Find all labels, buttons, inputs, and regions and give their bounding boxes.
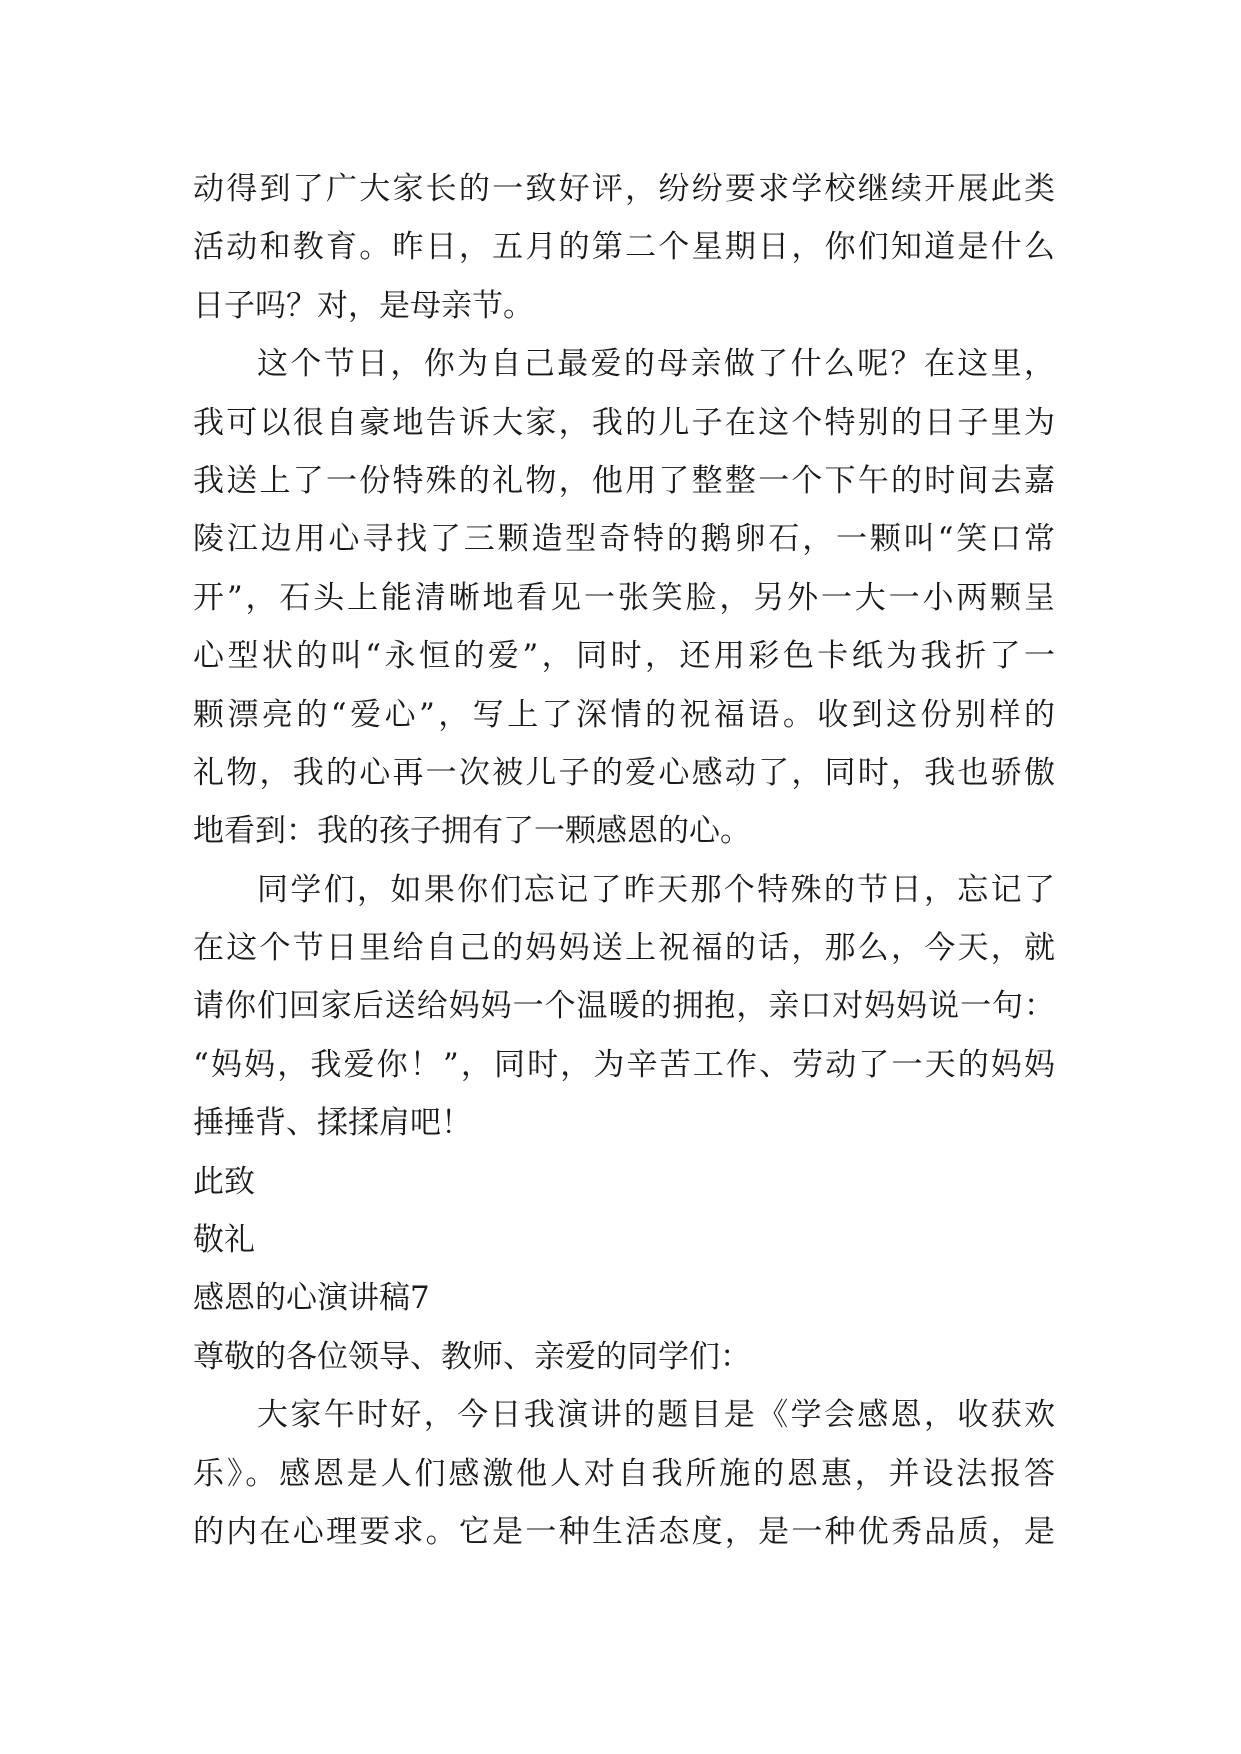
text-line: 动得到了广大家长的一致好评，纷纷要求学校继续开展此类 xyxy=(193,171,1055,207)
text-line: 地看到：我的孩子拥有了一颗感恩的心。 xyxy=(193,813,751,850)
text-line: 敬礼 xyxy=(193,1222,255,1259)
text-line: “妈妈，我爱你！”，同时，为辛苦工作、劳动了一天的妈妈 xyxy=(193,1046,1055,1083)
text-line: 活动和教育。昨日，五月的第二个星期日，你们知道是什么 xyxy=(193,229,1055,266)
text-line: 我送上了一份特殊的礼物，他用了整整一个下午的时间去嘉 xyxy=(193,462,1055,499)
text-line: 颗漂亮的“爱心”，写上了深情的祝福语。收到这份别样的 xyxy=(193,696,1055,733)
text-line: 在这个节日里给自己的妈妈送上祝福的话，那么，今天，就 xyxy=(193,930,1055,967)
paragraph-first-line: 这个节日，你为自己最爱的母亲做了什么呢？在这里， xyxy=(257,346,1055,383)
text-line: 请你们回家后送给妈妈一个温暖的拥抱，亲口对妈妈说一句： xyxy=(193,988,1055,1025)
text-line: 礼物，我的心再一次被儿子的爱心感动了，同时，我也骄傲 xyxy=(193,754,1055,791)
document-body xyxy=(193,160,1055,1561)
text-line: 陵江边用心寻找了三颗造型奇特的鹅卵石，一颗叫“笑口常 xyxy=(193,521,1055,558)
text-line: 日子吗？对，是母亲节。 xyxy=(193,287,534,324)
text-line: 心型状的叫“永恒的爱”，同时，还用彩色卡纸为我折了一 xyxy=(193,638,1055,675)
paragraph-first-line: 大家午时好，今日我演讲的题目是《学会感恩，收获欢 xyxy=(257,1397,1055,1434)
text-line: 的内在心理要求。它是一种生活态度，是一种优秀品质，是 xyxy=(193,1513,1055,1550)
text-line: 乐》。感恩是人们感激他人对自我所施的恩惠，并设法报答 xyxy=(193,1455,1055,1492)
text-line: 我可以很自豪地告诉大家，我的儿子在这个特别的日子里为 xyxy=(193,404,1055,441)
paragraph-first-line: 同学们，如果你们忘记了昨天那个特殊的节日，忘记了 xyxy=(257,871,1055,908)
text-line: 此致 xyxy=(193,1163,255,1200)
text-line: 开”，石头上能清晰地看见一张笑脸，另外一大一小两颗呈 xyxy=(193,579,1055,616)
text-line: 感恩的心演讲稿7 xyxy=(193,1280,430,1317)
text-line: 尊敬的各位领导、教师、亲爱的同学们： xyxy=(193,1338,751,1375)
text-line: 捶捶背、揉揉肩吧！ xyxy=(193,1105,472,1142)
